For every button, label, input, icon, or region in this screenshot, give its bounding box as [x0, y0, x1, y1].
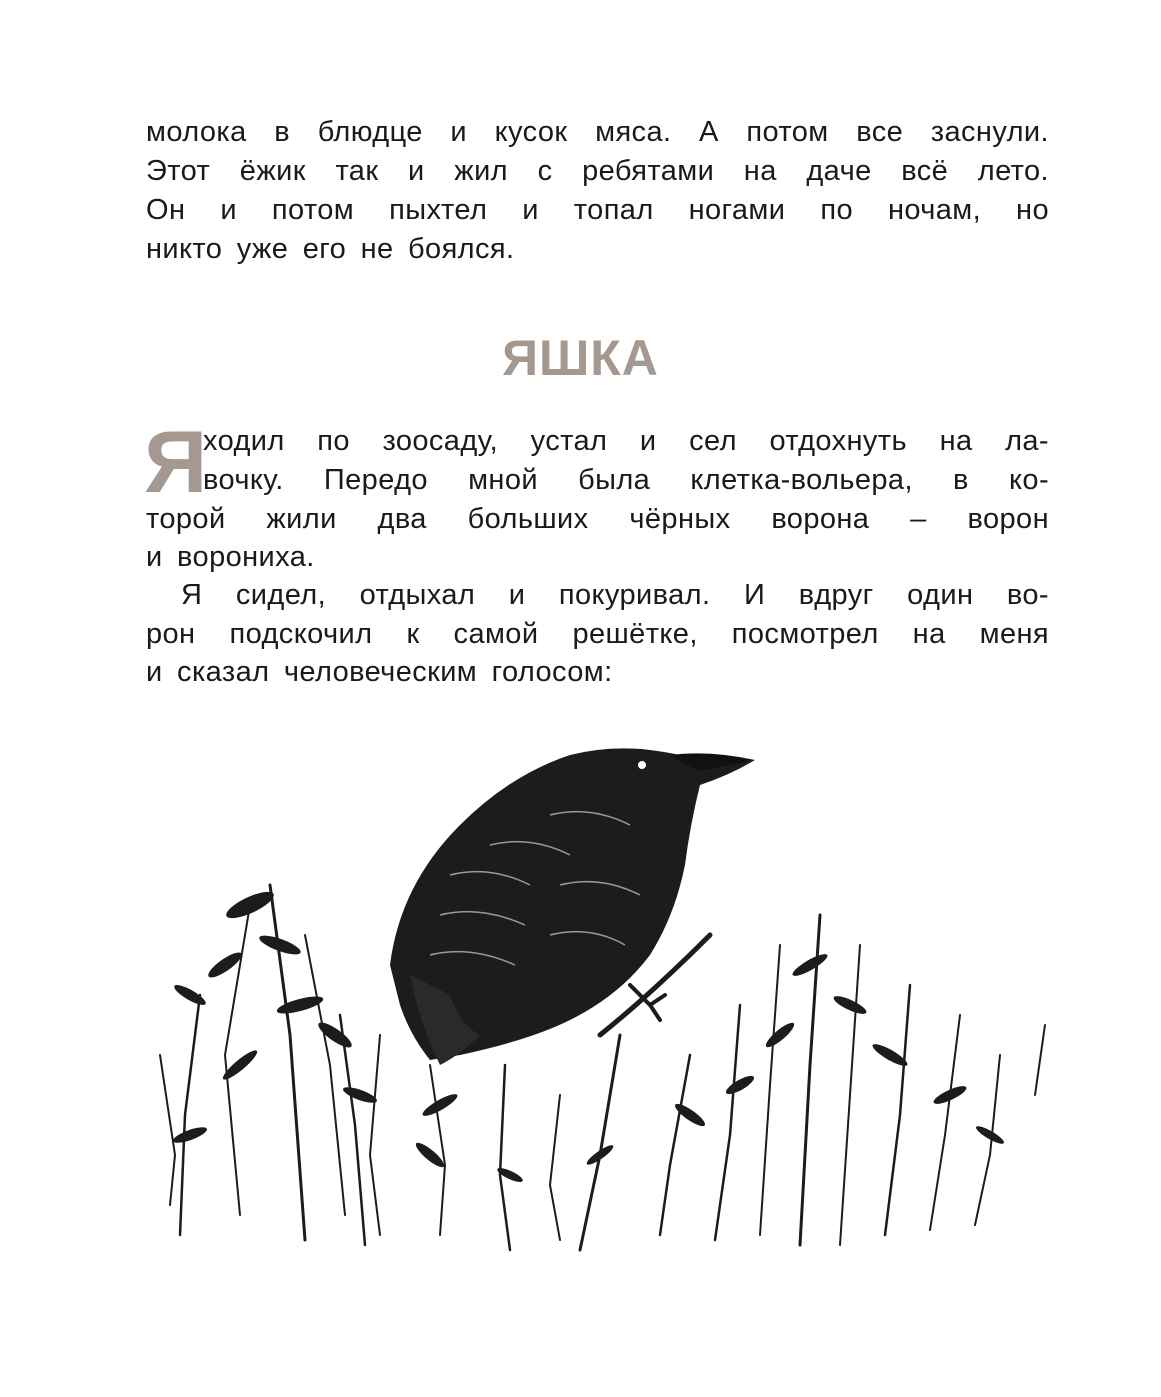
- text-line: и сказал человеческим голосом:: [146, 656, 613, 688]
- text-line: молока в блюдце и кусок мяса. А потом все заснули.: [146, 116, 1049, 148]
- text-line: Он и потом пыхтел и топал ногами по ночам, но: [146, 194, 1049, 226]
- text-line: торой жили два больших чёрных ворона – ворон: [146, 503, 1049, 535]
- text-line: и ворониха.: [146, 541, 315, 573]
- text-line: рон подскочил к самой решётке, посмотрел на меня: [146, 618, 1049, 650]
- text-line: Этот ёжик так и жил с ребятами на даче всё лето.: [146, 155, 1049, 187]
- text-line: никто уже его не боялся.: [146, 233, 515, 265]
- text-line: ходил по зоосаду, устал и сел отдохнуть на ла-: [203, 425, 1049, 457]
- chapter-title: ЯШКА: [502, 330, 659, 386]
- raven-illustration: [130, 735, 1070, 1295]
- text-line: вочку. Передо мной была клетка-вольера, в ко-: [203, 464, 1049, 496]
- raven: [390, 748, 755, 1065]
- text-line: Я сидел, отдыхал и покуривал. И вдруг один во-: [181, 579, 1049, 611]
- drop-cap: Я: [144, 412, 208, 511]
